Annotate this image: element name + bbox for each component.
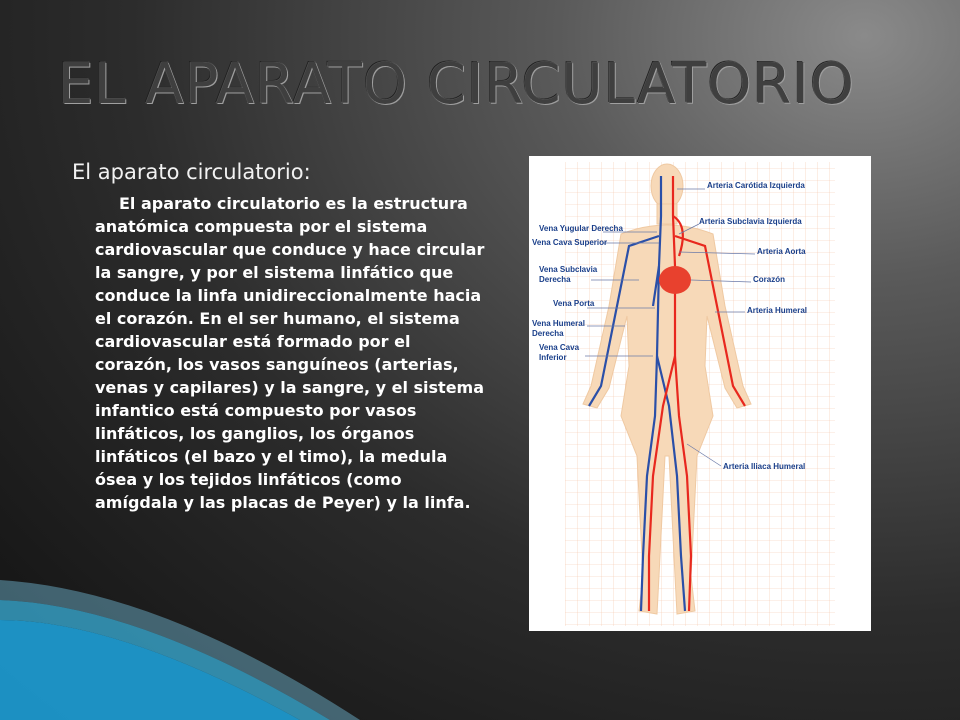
label-vena-yugular: Vena Yugular Derecha xyxy=(539,224,623,233)
decorative-wave xyxy=(0,560,960,720)
label-vena-humeral-2: Derecha xyxy=(532,329,564,338)
label-vena-subclavia-2: Derecha xyxy=(539,275,571,284)
slide-title: EL APARATO CIRCULATORIO xyxy=(58,52,855,117)
label-arteria-carotida: Arteria Carótida Izquierda xyxy=(707,181,805,190)
slide-body-text: El aparato circulatorio es la estructura anatómica compuesta por el sistema cardiovascular que conduce y hace circular la sangre, y por el sistema linfático que conduce la linfa unidireccionalmente hacia el corazón. En el ser humano, el sistema cardiovascular está formado por el corazón, los vasos sanguíneos (arterias, venas y capilares) y la sangre, y el sistema infantico está compuesto por vasos linfáticos, los ganglios, los órganos linfáticos (el bazo y el timo), la medula ósea y los tejidos linfáticos (como amígdala y las placas de Peyer) y la linfa. xyxy=(95,194,485,512)
label-vena-humeral-1: Vena Humeral xyxy=(532,319,585,328)
label-vena-cava-inferior-1: Vena Cava xyxy=(539,343,580,352)
label-corazon: Corazón xyxy=(753,275,785,284)
label-vena-porta: Vena Porta xyxy=(553,299,595,308)
label-vena-cava-superior: Vena Cava Superior xyxy=(532,238,608,247)
label-vena-subclavia-1: Vena Subclavia xyxy=(539,265,598,274)
label-arteria-humeral: Arteria Humeral xyxy=(747,306,808,315)
label-vena-cava-inferior-2: Inferior xyxy=(539,353,567,362)
heart-icon xyxy=(659,266,691,294)
label-arteria-aorta: Arteria Aorta xyxy=(757,247,806,256)
label-arteria-subclavia: Arteria Subclavia Izquierda xyxy=(699,217,802,226)
slide-subtitle: El aparato circulatorio: xyxy=(72,160,311,184)
label-arteria-iliaca: Arteria Iliaca Humeral xyxy=(723,462,806,471)
